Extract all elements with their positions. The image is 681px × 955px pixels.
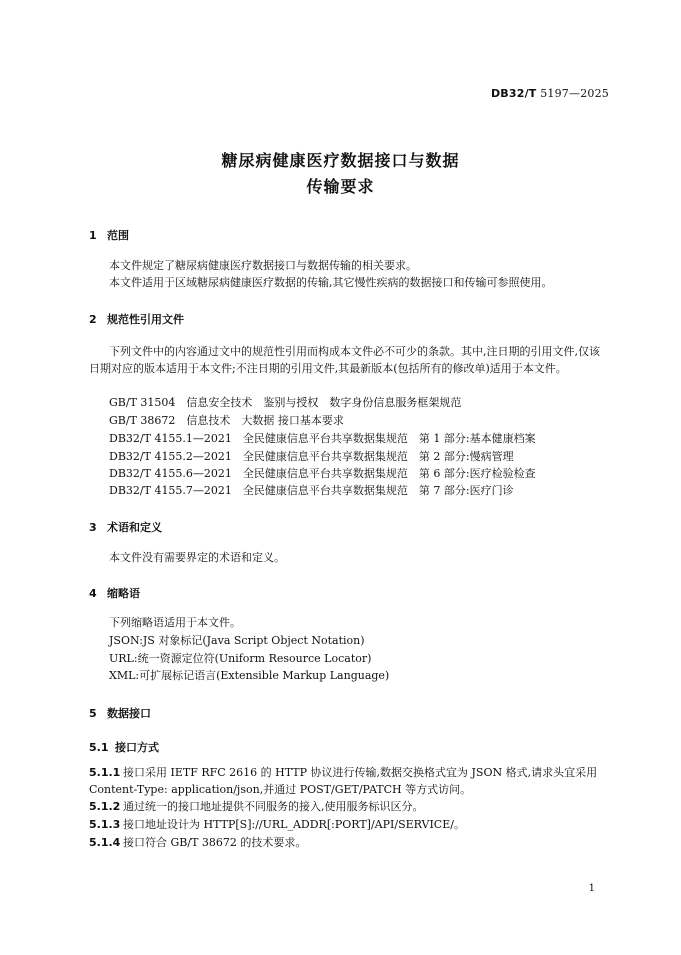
clause-5-1-2: 5.1.2 通过统一的接口地址提供不同服务的接入,使用服务标识区分。 — [89, 800, 424, 813]
reference-item: DB32/T 4155.6—2021 全民健康信息平台共享数据集规范 第 6 部分:医疗检验检查 — [109, 467, 536, 480]
document-title-line1: 糖尿病健康医疗数据接口与数据 — [221, 151, 460, 170]
section-2-heading: 2 规范性引用文件 — [89, 313, 184, 326]
section-4-heading: 4 缩略语 — [89, 587, 140, 600]
abbreviation-item: XML:可扩展标记语言(Extensible Markup Language) — [109, 669, 390, 682]
clause-5-1-4: 5.1.4 接口符合 GB/T 38672 的技术要求。 — [89, 836, 307, 849]
page-number: 1 — [588, 883, 595, 894]
section-5-heading: 5 数据接口 — [89, 707, 151, 720]
reference-item: DB32/T 4155.1—2021 全民健康信息平台共享数据集规范 第 1 部分:基本健康档案 — [109, 432, 536, 445]
section-5-1-heading: 5.1 接口方式 — [89, 741, 159, 754]
section-2-intro: 下列文件中的内容通过文中的规范性引用而构成本文件必不可少的条款。其中,注日期的引用文件,仅该日期对应的版本适用于本文件;不注日期的引用文件,其最新版本(包括所有的修改单)适用于本文件。 — [89, 345, 600, 375]
reference-item: GB/T 38672 信息技术 大数据 接口基本要求 — [109, 414, 344, 427]
document-title-line2: 传输要求 — [306, 177, 375, 196]
section-3-heading: 3 术语和定义 — [89, 521, 162, 534]
reference-item: DB32/T 4155.2—2021 全民健康信息平台共享数据集规范 第 2 部分:慢病管理 — [109, 450, 514, 463]
abbreviation-item: JSON:JS 对象标记(Java Script Object Notation) — [109, 634, 365, 647]
abbreviation-item: URL:统一资源定位符(Uniform Resource Locator) — [109, 652, 372, 665]
reference-item: GB/T 31504 信息安全技术 鉴别与授权 数字身份信息服务框架规范 — [109, 396, 462, 409]
section-1-heading: 1 范围 — [89, 229, 129, 242]
section-3-para: 本文件没有需要界定的术语和定义。 — [109, 551, 285, 564]
clause-5-1-1: 5.1.1 接口采用 IETF RFC 2616 的 HTTP 协议进行传输,数据交换格式宜为 JSON 格式,请求头宜采用 Content-Type: application/json,并通过 POST/GET/PATCH 等方式访问。 — [89, 766, 598, 796]
reference-item: DB32/T 4155.7—2021 全民健康信息平台共享数据集规范 第 7 部分:医疗门诊 — [109, 484, 514, 497]
standard-code: DB32/T 5197—2025 — [490, 87, 609, 100]
section-1-para-1: 本文件规定了糖尿病健康医疗数据接口与数据传输的相关要求。 — [109, 259, 417, 272]
section-1-para-2: 本文件适用于区域糖尿病健康医疗数据的传输,其它慢性疾病的数据接口和传输可参照使用。 — [109, 276, 553, 289]
abbreviation-intro: 下列缩略语适用于本文件。 — [109, 616, 241, 629]
clause-5-1-3: 5.1.3 接口地址设计为 HTTP[S]://URL_ADDR[:PORT]/API/SERVICE/。 — [89, 818, 465, 831]
